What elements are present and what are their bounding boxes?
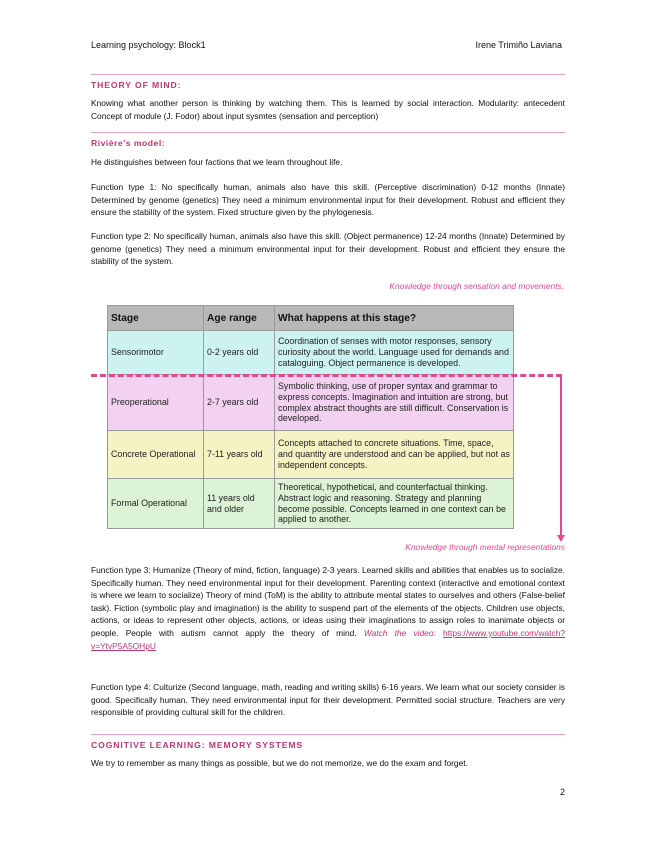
- youtube-link[interactable]: https://www.youtube.com/watch?v=YtvP5A5OHpU: [91, 627, 566, 651]
- description-cell: Concepts attached to concrete situations. Time, space, and quantity are understood and can be applied, but not as independent concepts.: [275, 431, 514, 479]
- watch-video-label: Watch the video:: [363, 627, 436, 638]
- table-header-row: [108, 306, 514, 331]
- header-doc-title: Learning psychology: Block1: [91, 40, 206, 50]
- description-cell: Symbolic thinking, use of proper syntax and grammar to express concepts. Imagination and intuition are strong, but complex abstract thoughts are still difficult. Conservation is developed.: [275, 375, 514, 431]
- piaget-stage-table: [107, 305, 514, 529]
- note-mental-representations: Knowledge through mental representations: [405, 542, 565, 552]
- function-type-4: Function type 4: Culturize (Second language, math, reading and writing skills) 6-16 years. We learn what our society consider is good. Specifically human. They need environmental input for their development. Permitted social structure. Teachers are very responsible of providing cultural skill for the children.: [91, 682, 565, 718]
- description-cell: Coordination of senses with motor responses, sensory curiosity about the world. Language used for demands and cataloguing. Object permanence is developed.: [275, 331, 514, 375]
- note-sensation-movements: Knowledge through sensation and movements.: [389, 281, 564, 291]
- table-row: [108, 431, 514, 479]
- age-cell: 0-2 years old: [204, 331, 275, 375]
- annotation-arrow-line: [560, 376, 562, 536]
- stage-cell: Formal Operational: [108, 479, 204, 529]
- description-cell: Theoretical, hypothetical, and counterfactual thinking. Abstract logic and reasoning. Strategy and planning become possible. Concepts learned in one context can be applied to another.: [275, 479, 514, 529]
- theory-of-mind-heading: THEORY OF MIND:: [91, 80, 182, 90]
- function-type-3: [91, 564, 565, 652]
- page-number: 2: [559, 787, 565, 797]
- section-divider: [91, 132, 565, 133]
- theory-of-mind-text: Knowing what another person is thinking by watching them. This is learned by social interaction. Modularity: antecedent Concept of module (J. Fodor) about input sysmtes (sensation and perception): [91, 98, 565, 121]
- function-type-1: Function type 1: No specifically human, animals also have this skill. (Perceptive discrimination) 0-12 months (Innate) Determined by genome (genetics) They need a minimum environmental input for their development. Robust and efficient they ensure the stability of the system. Fixed structure given by the phylogenesis.: [91, 182, 565, 218]
- cognitive-learning-text: We try to remember as many things as possible, but we do not memorize, we do the exam and forget.: [91, 758, 468, 768]
- cognitive-learning-heading: COGNITIVE LEARNING: MEMORY SYSTEMS: [91, 740, 304, 750]
- section-divider: [91, 734, 565, 735]
- table-row: [108, 375, 514, 431]
- stage-cell: Sensorimotor: [108, 331, 204, 375]
- age-cell: 11 years old and older: [204, 479, 275, 529]
- dashed-stage-divider: [91, 374, 562, 377]
- age-cell: 2-7 years old: [204, 375, 275, 431]
- arrow-down-icon: [557, 535, 565, 542]
- table-row: [108, 331, 514, 375]
- col-header-stage: Stage: [108, 306, 204, 331]
- col-header-description: What happens at this stage?: [275, 306, 514, 331]
- riviere-heading: Rivière’s model:: [91, 138, 166, 148]
- table-row: [108, 479, 514, 529]
- section-divider: [91, 74, 565, 75]
- function-type-3-text: Function type 3: Humanize (Theory of mind, fiction, language) 2-3 years. Learned skills and abilities that enables us to socialize. Specifically human. They need environmental input for their development. Parenting context (interactive and emotional context is where we learn to socialize) Theory of mind (ToM) is the ability to attribute mental states to ourselves and others (False-belief task). Fiction (symbolic play and imagination) is the ability to suspend part of the elements of the objects. Children use objects, actions, or ideas to represent other objects, actions, or ideas using their imaginations to assign roles to inanimate objects or people. People with autism cannot apply the theory of mind.: [91, 565, 565, 638]
- riviere-intro: He distinguishes between four factions that we learn throughout life.: [91, 157, 343, 167]
- age-cell: 7-11 years old: [204, 431, 275, 479]
- col-header-age: Age range: [204, 306, 275, 331]
- stage-cell: Preoperational: [108, 375, 204, 431]
- header-author: Irene Trimiño Laviana: [475, 40, 562, 50]
- stage-cell: Concrete Operational: [108, 431, 204, 479]
- function-type-2: Function type 2: No specifically human, animals also have this skill. (Object permanence) 12-24 months (Innate) Determined by genome (genetics) They need a minimum environmental input for their development. Robust and efficient they ensure the stability of the system.: [91, 231, 565, 267]
